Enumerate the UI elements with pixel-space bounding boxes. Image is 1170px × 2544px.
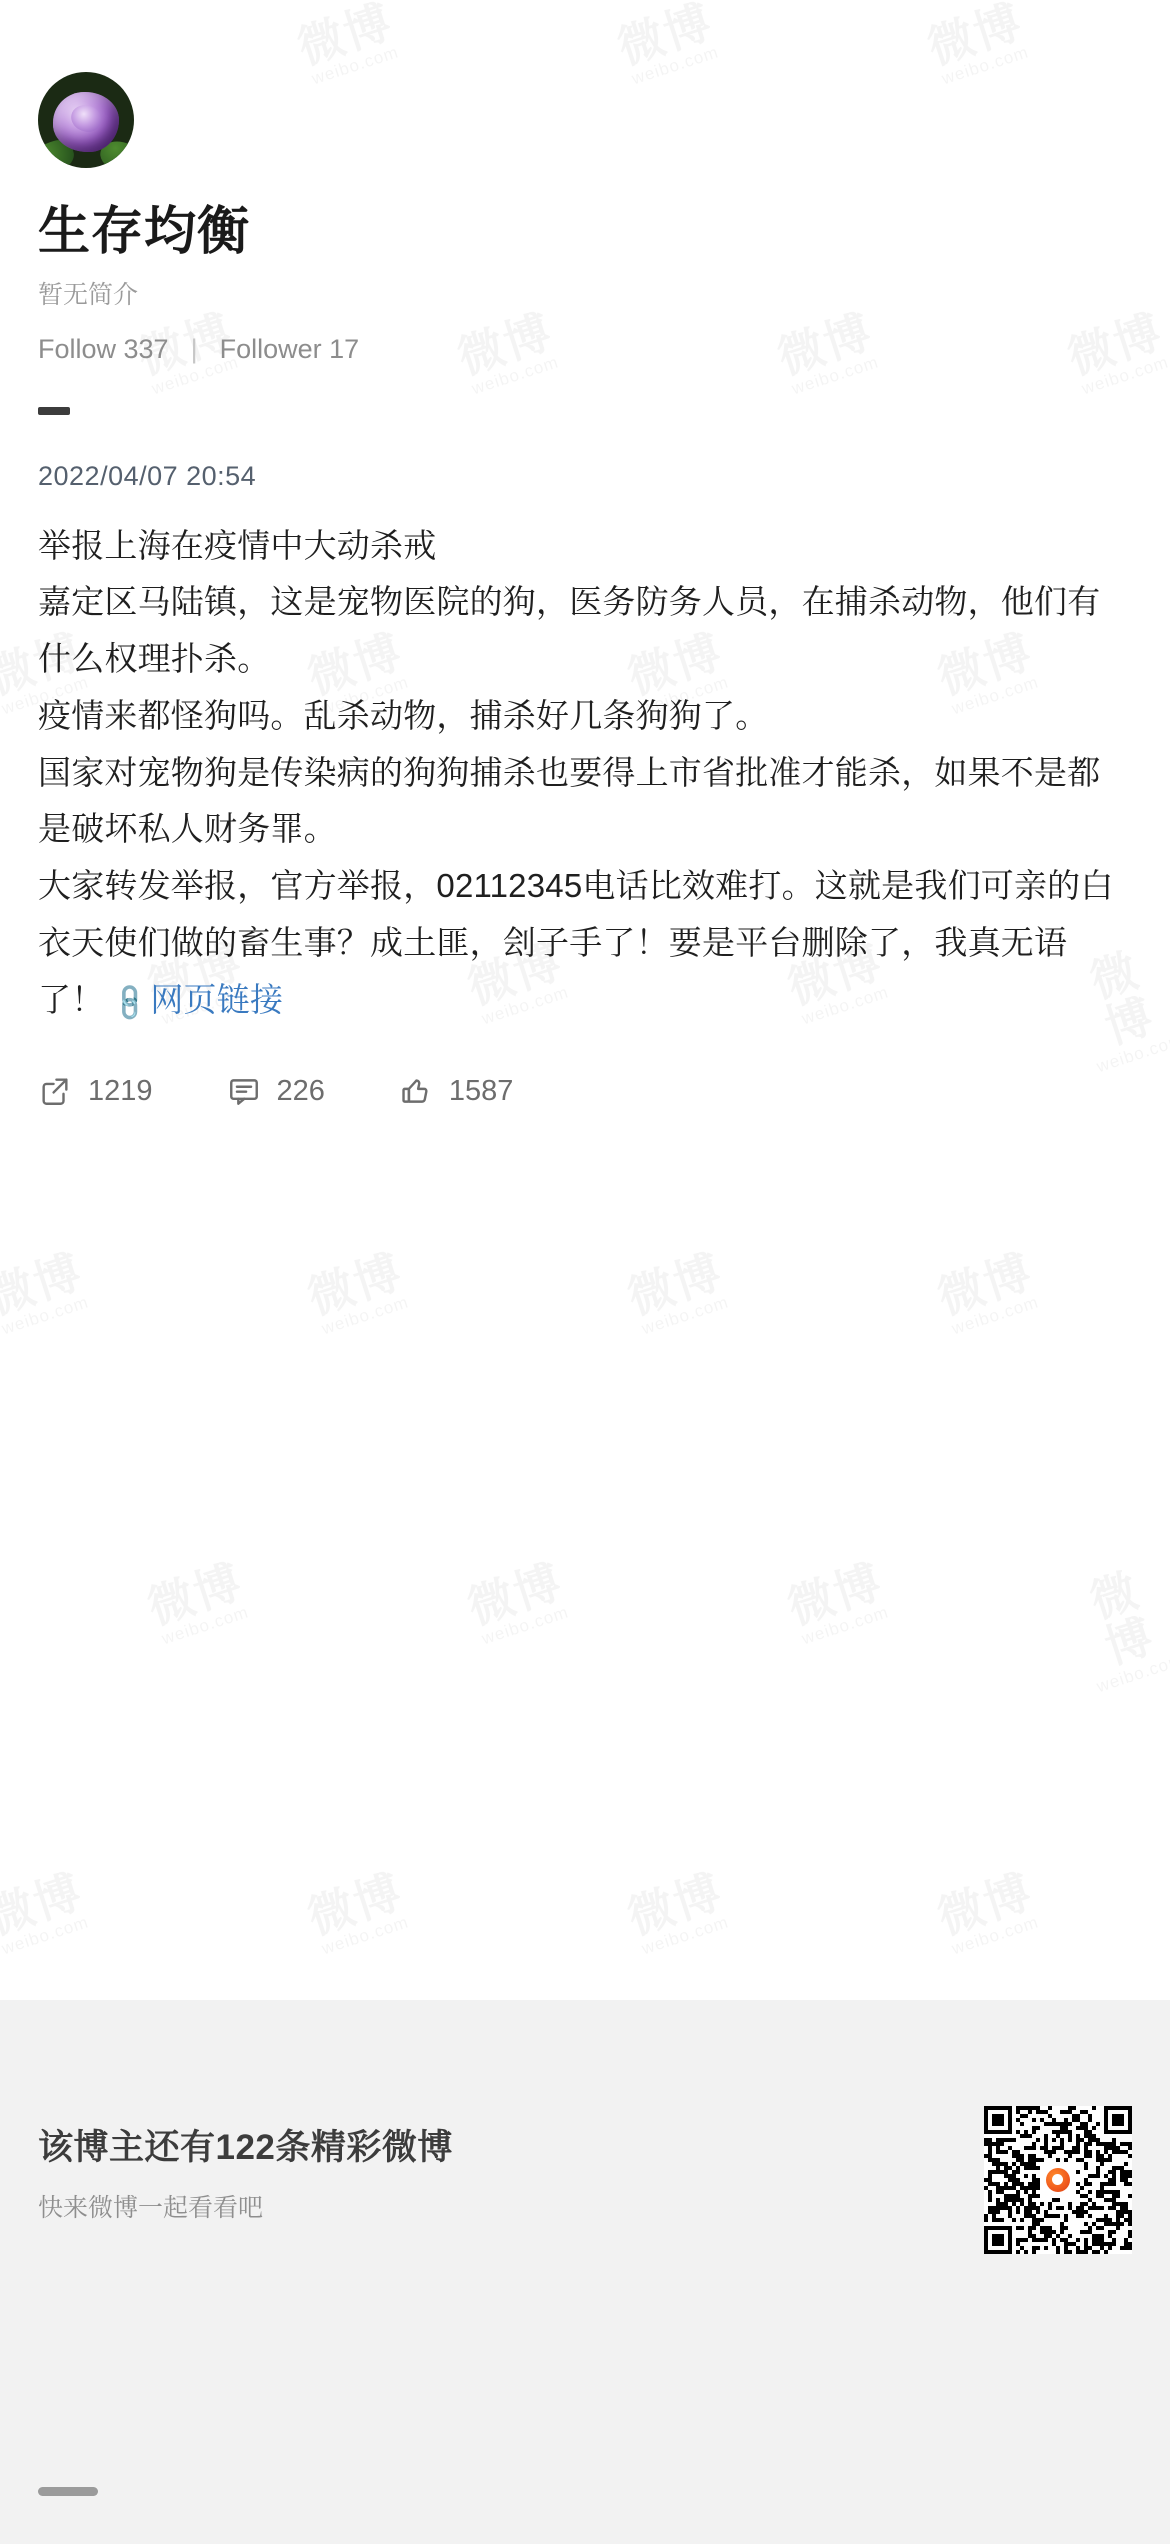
footer-subtitle: 快来微博一起看看吧 — [38, 2194, 264, 2222]
weibo-logo-icon — [1041, 2163, 1075, 2197]
home-indicator — [38, 2487, 98, 2496]
post-timestamp: 2022/04/07 20:54 — [38, 460, 257, 491]
user-bio: 暂无简介 — [38, 281, 139, 310]
action-bar — [38, 1074, 1132, 1148]
post-text — [38, 518, 1132, 1029]
post-paragraph: 疫情来都怪狗吗。乱杀动物，捕杀好几条狗狗了。 — [38, 696, 769, 734]
avatar[interactable] — [38, 72, 134, 168]
watermark-small — [637, 1913, 734, 1960]
post-paragraph: 国家对宠物狗是传染病的狗狗捕杀也要得上市省批准才能杀，如果不是都是破坏私人财务罪。 — [38, 753, 1101, 848]
watermark-small — [0, 1293, 94, 1340]
watermark-big — [302, 1247, 408, 1323]
watermark-big — [932, 1867, 1038, 1943]
watermark-big — [462, 1557, 568, 1633]
post-paragraph: 嘉定区马陆镇，这是宠物医院的狗，医务防务人员，在捕杀动物，他们有什么权理扑杀。 — [38, 583, 1101, 678]
footer-promo — [0, 2000, 1170, 2544]
web-page-link-label: 网页链接 — [150, 980, 284, 1018]
watermark-big — [622, 1247, 728, 1323]
watermark-big — [142, 1557, 248, 1633]
section-divider — [38, 407, 70, 415]
web-page-link[interactable] — [107, 979, 284, 1024]
watermark-big — [0, 1247, 88, 1323]
follow-count[interactable]: Follow 337 — [38, 333, 169, 364]
comment-icon — [227, 1074, 261, 1108]
stats-separator: | — [190, 333, 198, 364]
repost-action[interactable] — [38, 1074, 153, 1108]
watermark-small — [797, 1603, 894, 1650]
like-action[interactable] — [399, 1074, 514, 1108]
watermark-big — [622, 1867, 728, 1943]
footer-title: 该博主还有122条精彩微博 — [38, 2128, 453, 2167]
watermark-small — [947, 1293, 1044, 1340]
watermark-small — [477, 1603, 574, 1650]
chain-link-icon: 🔗 — [107, 979, 152, 1024]
post-content — [0, 0, 1170, 1148]
watermark-small — [1094, 1651, 1170, 1696]
watermark-small — [317, 1913, 414, 1960]
watermark-small — [157, 1603, 254, 1650]
watermark-big — [302, 1867, 408, 1943]
watermark-small — [637, 1293, 734, 1340]
like-count: 1587 — [448, 1074, 514, 1107]
avatar-container — [38, 0, 1132, 168]
watermark-big — [0, 1867, 88, 1943]
repost-count: 1219 — [88, 1074, 153, 1107]
watermark-big — [1065, 1559, 1170, 1679]
watermark-big — [782, 1557, 888, 1633]
watermark-small — [0, 1913, 94, 1960]
follower-count[interactable]: Follower 17 — [219, 333, 360, 364]
comment-action[interactable] — [227, 1074, 325, 1108]
follow-stats — [38, 334, 1132, 365]
username: 生存均衡 — [38, 203, 251, 261]
watermark-small — [947, 1913, 1044, 1960]
watermark-small — [317, 1293, 414, 1340]
weibo-qr-code[interactable] — [984, 2106, 1132, 2254]
post-paragraph-text: 大家转发举报，官方举报，02112345电话比效难打。这就是我们可亲的白衣天使们做的畜生事？成土匪，刽子手了！要是平台删除了，我真无语了！ — [38, 867, 1114, 1018]
watermark-big — [932, 1247, 1038, 1323]
repost-icon — [38, 1074, 72, 1108]
footer-text-block — [38, 2120, 453, 2544]
post-paragraph: 举报上海在疫情中大动杀戒 — [38, 526, 437, 564]
comment-count: 226 — [276, 1074, 325, 1107]
like-icon — [399, 1074, 433, 1108]
post-paragraph-with-link — [38, 858, 1132, 1028]
